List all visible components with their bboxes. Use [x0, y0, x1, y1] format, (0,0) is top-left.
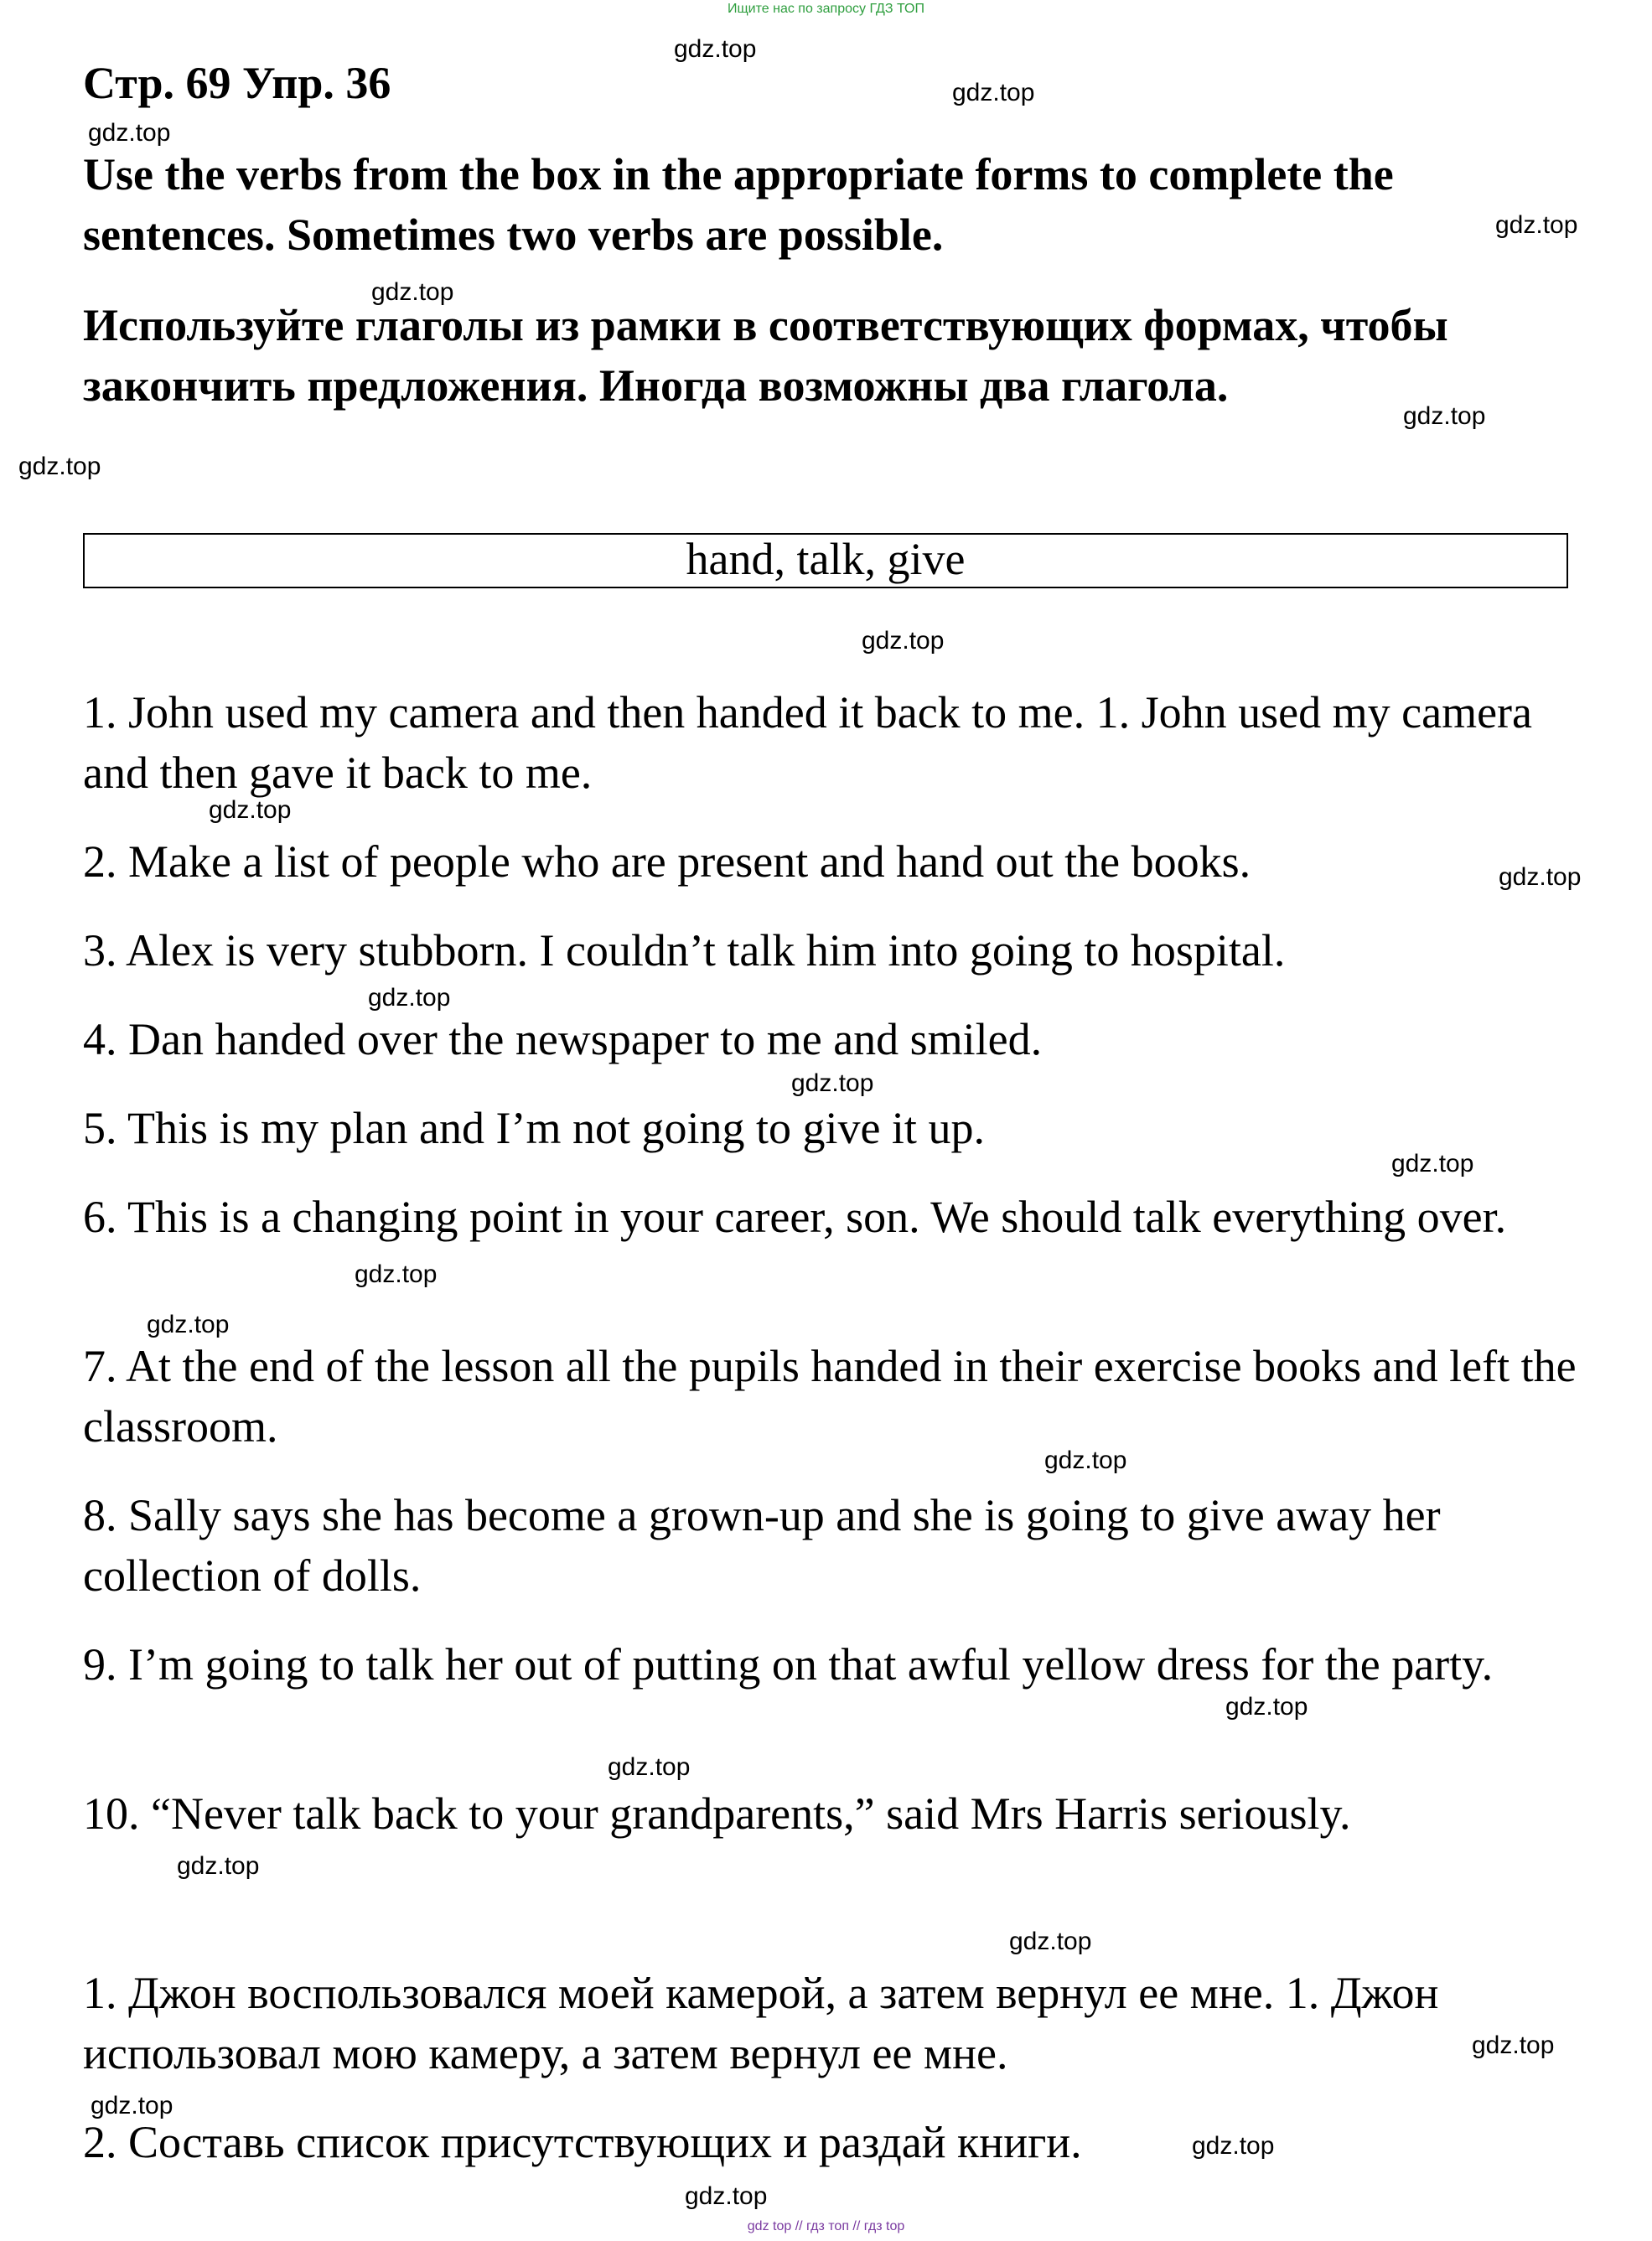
- watermark: gdz.top: [1391, 1150, 1474, 1177]
- watermark: gdz.top: [88, 119, 171, 147]
- sentence-en-4: 4. Dan handed over the newspaper to me and smiled.: [83, 1014, 1043, 1064]
- watermark: gdz.top: [368, 984, 451, 1012]
- sentence-en-7: 7. At the end of the lesson all the pupils handed in their exercise books and left the classroom.: [83, 1341, 1577, 1452]
- watermark: gdz.top: [18, 453, 101, 480]
- watermark: gdz.top: [1225, 1693, 1308, 1721]
- sentence-en-5: 5. This is my plan and I’m not going to give it up.: [83, 1103, 985, 1153]
- watermark: gdz.top: [371, 278, 454, 306]
- sentence-en-9: 9. I’m going to talk her out of putting on that awful yellow dress for the party.: [83, 1639, 1494, 1690]
- watermark: gdz.top: [1192, 2132, 1275, 2160]
- sentence-en-1: 1. John used my camera and then handed it back to me. 1. John used my camera and then gave it back to me.: [83, 687, 1533, 798]
- watermark: gdz.top: [608, 1753, 691, 1781]
- sentence-en-3: 3. Alex is very stubborn. I couldn’t talk him into going to hospital.: [83, 925, 1286, 976]
- verb-box: hand, talk, give: [83, 533, 1568, 588]
- watermark: gdz.top: [177, 1852, 260, 1880]
- sentence-en-2: 2. Make a list of people who are present and hand out the books.: [83, 836, 1251, 887]
- watermark: gdz.top: [1044, 1447, 1127, 1474]
- watermark: gdz.top: [674, 35, 757, 63]
- sentence-en-6: 6. This is a changing point in your career, son. We should talk everything over.: [83, 1192, 1507, 1242]
- watermark: gdz.top: [147, 1311, 230, 1338]
- watermark: gdz.top: [1495, 211, 1578, 239]
- watermark: gdz.top: [1009, 1928, 1092, 1955]
- watermark: gdz.top: [209, 796, 292, 824]
- sentence-en-10: 10. “Never talk back to your grandparents,” said Mrs Harris seriously.: [83, 1788, 1351, 1839]
- watermark: gdz.top: [355, 1260, 438, 1288]
- watermark: gdz.top: [685, 2182, 768, 2210]
- instruction-english: Use the verbs from the box in the appropriate forms to complete the sentences. Sometimes two verbs are possible.: [83, 149, 1394, 260]
- watermark: gdz.top: [1403, 402, 1486, 430]
- watermark: gdz.top: [862, 627, 945, 655]
- watermark: gdz.top: [91, 2092, 173, 2119]
- top-banner: Ищите нас по запросу ГДЗ ТОП: [728, 2, 924, 16]
- sentence-ru-1: 1. Джон воспользовался моей камерой, а затем вернул ее мне. 1. Джон использовал мою камеру, а затем вернул ее мне.: [83, 1968, 1439, 2078]
- watermark: gdz.top: [1499, 863, 1582, 891]
- footer-watermark: gdz top // гдз топ // гдз top: [747, 2219, 905, 2233]
- sentence-ru-2: 2. Составь список присутствующих и раздай книги.: [83, 2117, 1082, 2167]
- instruction-russian: Используйте глаголы из рамки в соответствующих формах, чтобы закончить предложения. Иногда возможны два глагола.: [83, 300, 1448, 411]
- page-title: Стр. 69 Упр. 36: [83, 58, 391, 108]
- watermark: gdz.top: [1472, 2031, 1555, 2059]
- watermark: gdz.top: [791, 1069, 874, 1097]
- watermark: gdz.top: [952, 79, 1035, 106]
- sentence-en-8: 8. Sally says she has become a grown-up and she is going to give away her collection of dolls.: [83, 1490, 1441, 1601]
